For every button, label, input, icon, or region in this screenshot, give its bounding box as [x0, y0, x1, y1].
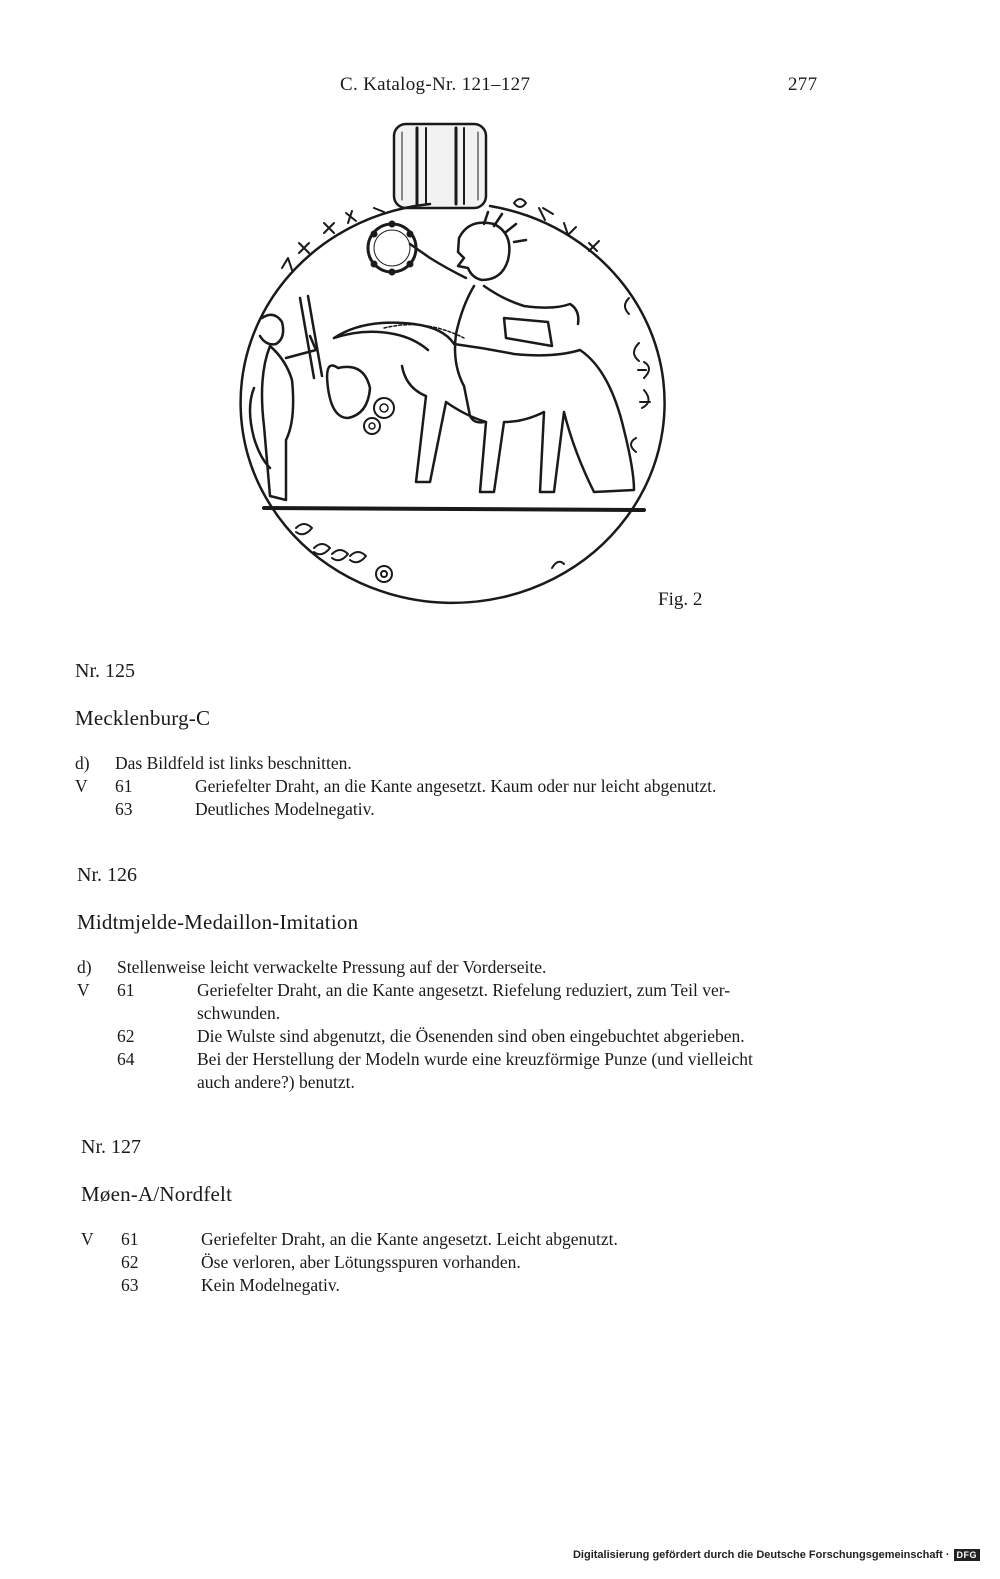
row-number: 64: [117, 1049, 135, 1069]
row-text: schwunden.: [197, 1003, 281, 1023]
row-text: Kein Modelnegativ.: [201, 1275, 340, 1295]
running-head-title: C. Katalog-Nr. 121–127: [340, 74, 531, 95]
entry-title: Mecklenburg-C: [75, 706, 211, 730]
entry-number: Nr. 125: [75, 660, 135, 682]
row-label: d): [77, 957, 92, 977]
row-number: 63: [115, 799, 133, 819]
row-number: 61: [115, 776, 133, 796]
entry-title: Midtmjelde-Medaillon-Imitation: [77, 910, 359, 934]
row-label: d): [75, 753, 90, 773]
footer-text: Digitalisierung gefördert durch die Deutsche Forschungsgemeinschaft ·: [572, 1549, 950, 1561]
bracteate-figure: [234, 118, 674, 618]
row-text: Geriefelter Draht, an die Kante angesetzt. Kaum oder nur leicht abgenutzt.: [195, 776, 717, 796]
row-number: 62: [121, 1252, 139, 1272]
row-text: Deutliches Modelnegativ.: [195, 799, 375, 819]
row-text: Öse verloren, aber Lötungsspuren vorhanden.: [201, 1252, 521, 1272]
digitization-footer: [573, 1549, 980, 1561]
row-text: Stellenweise leicht verwackelte Pressung auf der Vorderseite.: [117, 957, 547, 977]
row-number: 63: [121, 1275, 139, 1295]
page-number: 277: [788, 74, 818, 95]
figure-caption: Fig. 2: [658, 589, 703, 610]
ground-line: [264, 508, 644, 510]
row-text: Das Bildfeld ist links beschnitten.: [115, 753, 352, 773]
standing-figure: [250, 296, 322, 500]
row-label: V: [75, 776, 88, 796]
row-text: Bei der Herstellung der Modeln wurde eine kreuzförmige Punze (und vielleicht: [197, 1049, 753, 1069]
row-text: Geriefelter Draht, an die Kante angesetzt. Riefelung reduziert, zum Teil ver-: [197, 980, 731, 1000]
row-text: Die Wulste sind abgenutzt, die Ösenenden sind oben eingebuchtet abgerieben.: [197, 1026, 745, 1046]
row-label: V: [77, 980, 90, 1000]
row-number: 61: [121, 1229, 139, 1249]
entry-number: Nr. 126: [77, 864, 137, 886]
rider-figure: [410, 212, 578, 422]
dfg-logo: DFG: [954, 1549, 981, 1561]
entry-number: Nr. 127: [81, 1136, 141, 1158]
row-number: 61: [117, 980, 135, 1000]
row-text: Geriefelter Draht, an die Kante angesetzt. Leicht abgenutzt.: [201, 1229, 618, 1249]
horse-figure: [327, 323, 634, 492]
entry-title: Møen-A/Nordfelt: [81, 1182, 233, 1206]
ring-motif: [368, 221, 416, 275]
row-number: 62: [117, 1026, 135, 1046]
row-text: auch andere?) benutzt.: [197, 1072, 355, 1092]
row-label: V: [81, 1229, 94, 1249]
bracteate-loop: [394, 124, 486, 208]
bracteate-rim: [241, 204, 665, 603]
